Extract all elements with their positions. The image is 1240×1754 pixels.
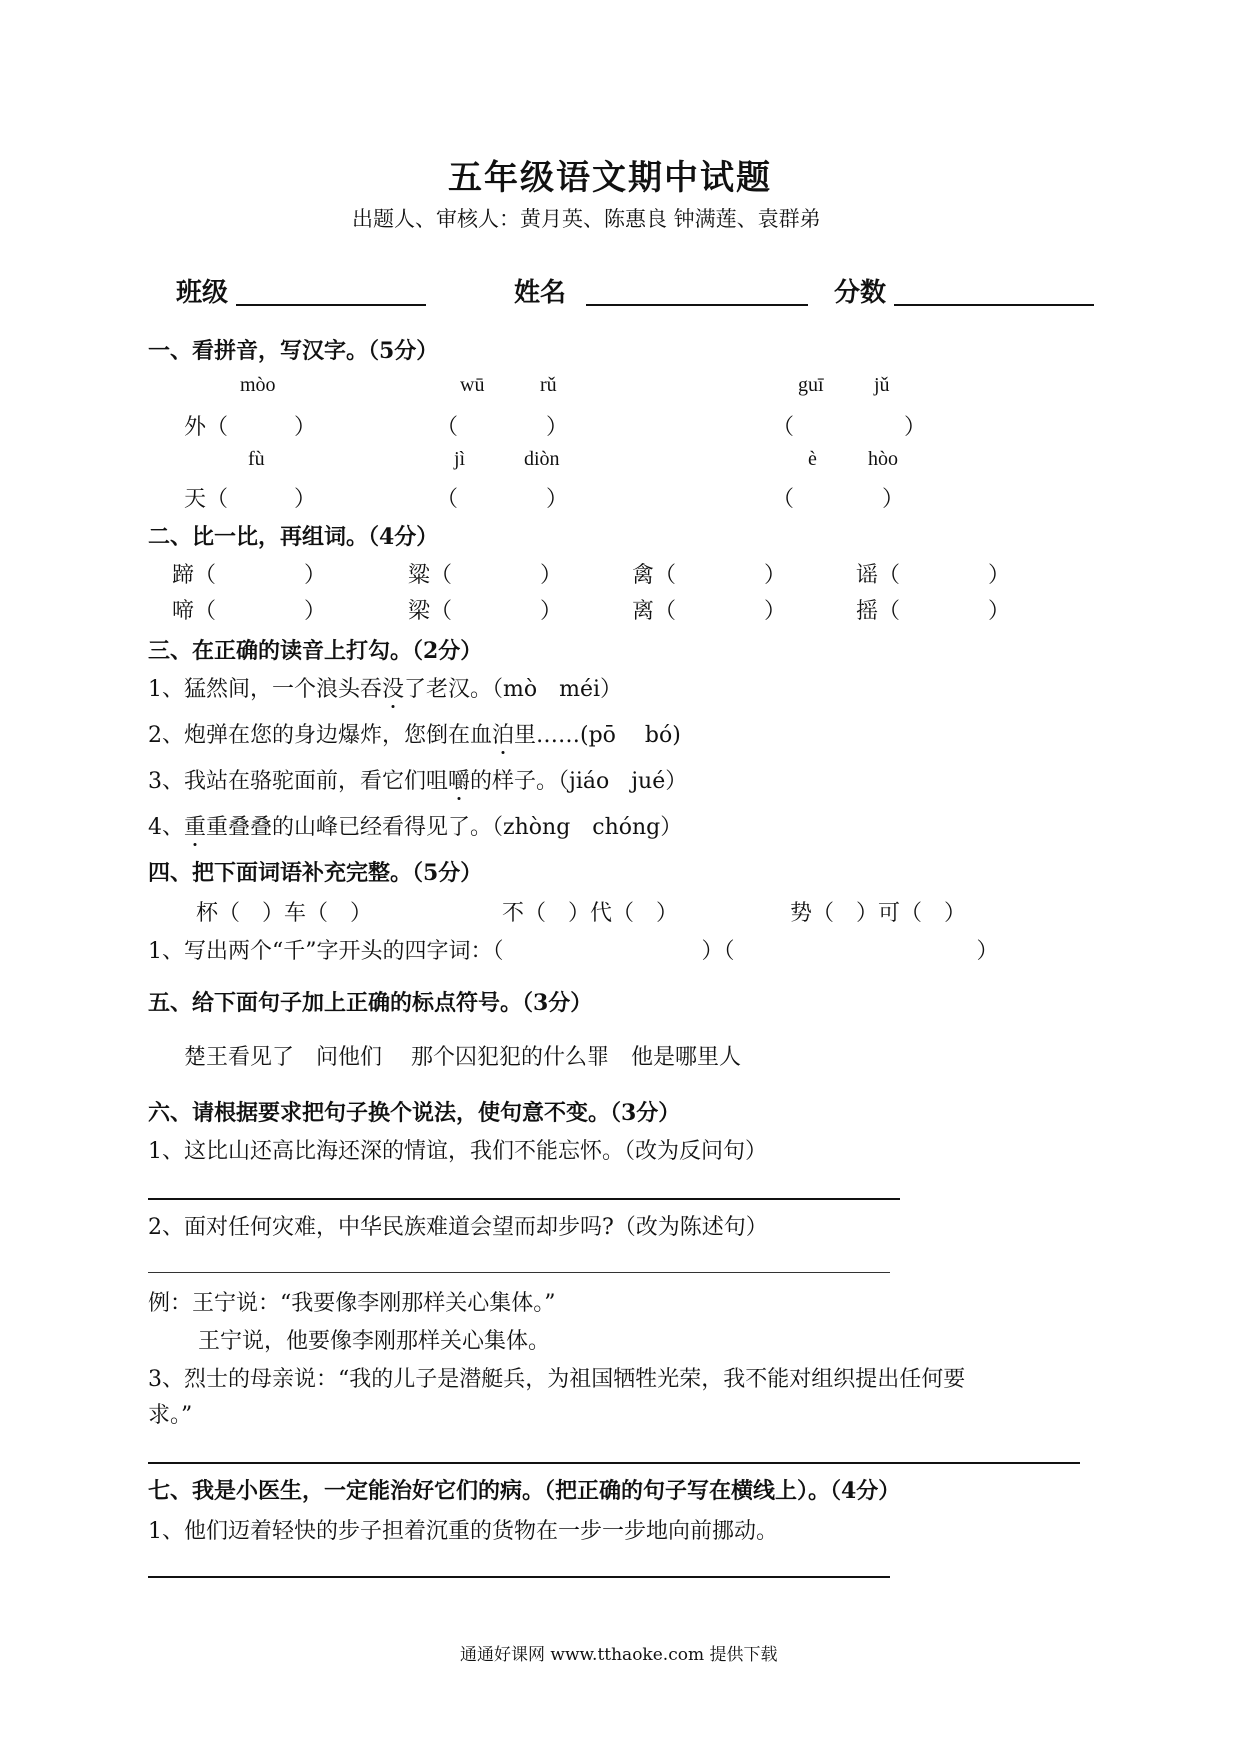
score-blank[interactable] [894,304,1094,306]
question-3-3: 3、我站在骆驼面前，看它们咀嚼的样子。（jiáo jué） [148,769,688,794]
example-line-1: 例：王宁说：“我要像李刚那样关心集体。” [148,1291,556,1316]
pinyin: rǔ [540,374,557,396]
page-title: 五年级语文期中试题 [448,158,772,198]
word-group-blank[interactable]: 啼（ ） [172,599,327,624]
section-1-heading: 一、看拼音，写汉字。（5分） [148,338,439,364]
class-blank[interactable] [236,304,426,306]
word-group-blank[interactable]: 粱（ ） [408,563,563,588]
pinyin: guī [798,374,824,396]
question-3-4: 4、重重叠叠的山峰已经看得见了。（zhòng chóng） [148,815,683,840]
pinyin-answer-blank[interactable]: （ ） [772,487,905,512]
example-line-2: 王宁说，他要像李刚那样关心集体。 [198,1329,551,1354]
section-5-heading: 五、给下面句子加上正确的标点符号。（3分） [148,990,593,1016]
section-2-heading: 二、比一比，再组词。（4分） [148,524,439,550]
name-label: 姓名 [514,278,567,308]
section-4-heading: 四、把下面词语补充完整。（5分） [148,860,483,886]
section-3-heading: 三、在正确的读音上打勾。（2分） [148,638,483,664]
question-6-3: 3、烈士的母亲说：“我的儿子是潜艇兵，为祖国牺牲光荣，我不能对组织提出任何要 [148,1367,966,1392]
answer-line[interactable] [148,1198,900,1200]
pinyin: è [808,448,817,470]
section-7-heading: 七、我是小医生，一定能治好它们的病。（把正确的句子写在横线上）。（4分） [148,1478,901,1504]
idiom-blank[interactable]: 杯（ ）车（ ） [196,901,373,926]
pinyin-answer-blank[interactable]: 天（ ） [184,487,317,512]
pinyin: jǔ [874,374,890,396]
name-blank[interactable] [586,304,808,306]
punctuation-sentence[interactable]: 楚王看见了 问他们 那个囚犯犯的什么罪 他是哪里人 [184,1045,741,1070]
word-group-blank[interactable]: 蹄（ ） [172,563,327,588]
word-group-blank[interactable]: 谣（ ） [856,563,1011,588]
idiom-blank[interactable]: 不（ ）代（ ） [502,901,679,926]
word-group-blank[interactable]: 离（ ） [632,599,787,624]
answer-line[interactable] [148,1272,890,1273]
pinyin-answer-blank[interactable]: 外（ ） [184,415,317,440]
pinyin: fù [248,448,265,470]
idiom-blank[interactable]: 势（ ）可（ ） [790,901,967,926]
pinyin: hòo [868,448,898,470]
question-4-1[interactable]: 1、写出两个“千”字开头的四字词：（ ）（ ） [148,939,999,964]
pinyin: mòo [240,374,276,396]
pinyin: diòn [524,448,560,470]
answer-line[interactable] [148,1576,890,1578]
word-group-blank[interactable]: 摇（ ） [856,599,1011,624]
question-6-2: 2、面对任何灾难，中华民族难道会望而却步吗?（改为陈述句） [148,1215,768,1240]
question-3-1: 1、猛然间，一个浪头吞没了老汉。（mò méi） [148,677,623,702]
word-group-blank[interactable]: 禽（ ） [632,563,787,588]
pinyin: wū [460,374,485,396]
section-6-heading: 六、请根据要求把句子换个说法，使句意不变。（3分） [148,1100,681,1126]
authors-line: 出题人、审核人：黄月英、陈惠良 钟满莲、袁群弟 [352,207,821,231]
score-label: 分数 [834,278,887,308]
answer-line[interactable] [148,1462,1080,1464]
pinyin-answer-blank[interactable]: （ ） [436,415,569,440]
class-label: 班级 [176,278,229,308]
pinyin-answer-blank[interactable]: （ ） [772,415,927,440]
pinyin-answer-blank[interactable]: （ ） [436,487,569,512]
question-3-2: 2、炮弹在您的身边爆炸，您倒在血泊里……(pō bó) [148,723,681,748]
question-6-1: 1、这比山还高比海还深的情谊，我们不能忘怀。（改为反问句） [148,1139,767,1164]
question-6-3-cont: 求。” [148,1403,193,1428]
word-group-blank[interactable]: 梁（ ） [408,599,563,624]
footer-credit: 通通好课网 www.tthaoke.com 提供下载 [460,1645,778,1665]
question-7-1: 1、他们迈着轻快的步子担着沉重的货物在一步一步地向前挪动。 [148,1519,778,1544]
pinyin: jì [454,448,466,470]
